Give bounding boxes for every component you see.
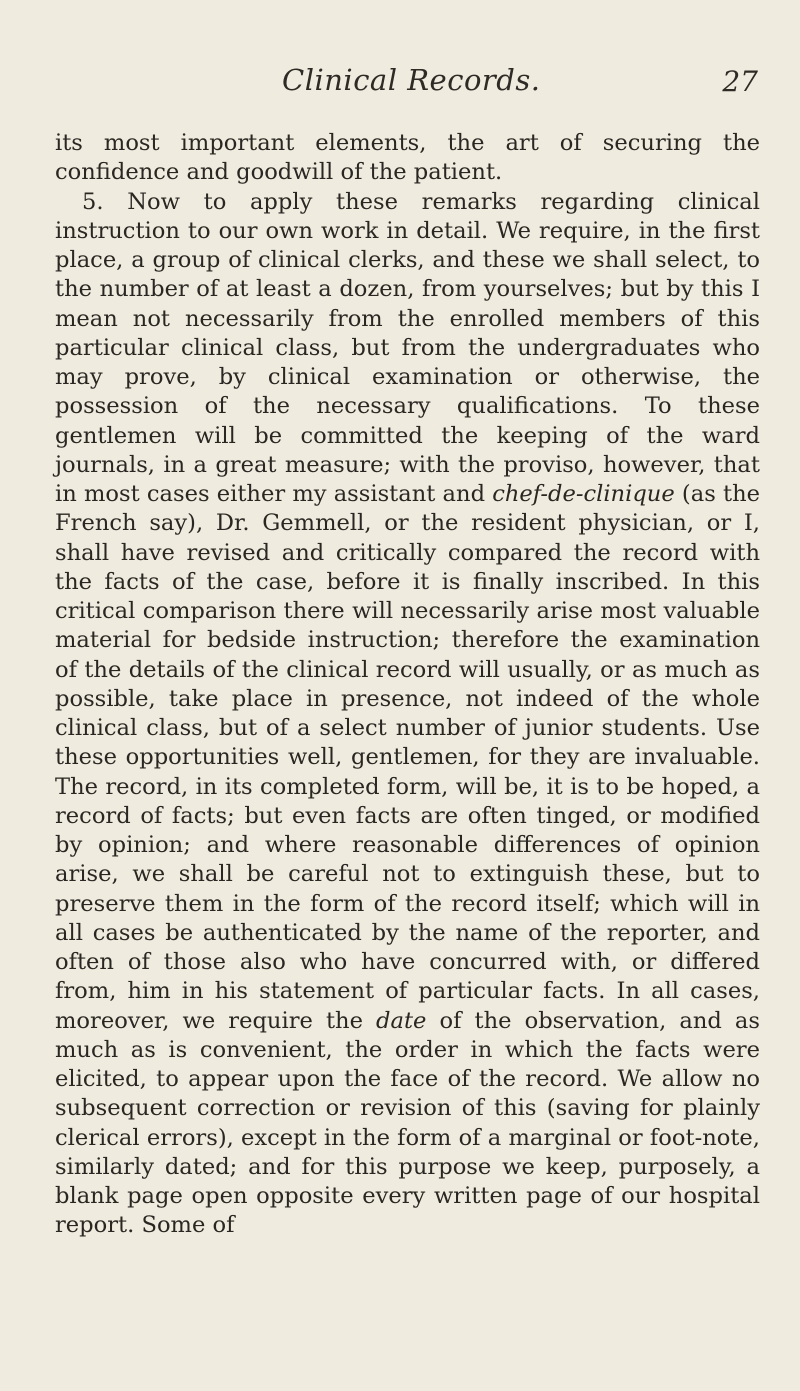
paragraph-section-5 [55, 188, 760, 1241]
italic-term-chef-de-clinique: chef-de-clinique [492, 481, 675, 507]
text-segment: (as the French say), Dr. Gemmell, or the resident physician, or I, shall have revised and critically compared the record with the facts of the case, before it is finally inscribed. In this critical comparison there will necessarily arise most valuable material for bedside instruction; therefore the examination of the details of the clinical record will usually, or as much as possible, take place in presence, not indeed of the whole clinical class, but of a select number of junior students. Use these opportunities well, gentlemen, for they are invaluable. The record, in its completed form, will be, it is to be hoped, a record of facts; but even facts are often tinged, or modified by opinion; and where reasonable differences of opinion arise, we shall be careful not to extinguish these, but to preserve them in the form of the record itself; which will in all cases be authenticated by the name of the reporter, and often of those also who have concurred with, or differed from, him in his statement of particular facts. In all cases, moreover, we require the [55, 481, 760, 1034]
text-segment: 5. Now to apply these remarks regarding clinical instruction to our own work in detail. We require, in the first place, a group of clinical clerks, and these we shall select, to the number of at least a dozen, from yourselves; but by this I mean not necessarily from the enrolled members of this particular clinical class, but from the undergraduates who may prove, by clinical examination or otherwise, the possession of the necessary qualifications. To these gentlemen will be committed the keeping of the ward journals, in a great measure; with the proviso, however, that in most cases either my assistant and [55, 188, 760, 507]
paragraph-continuation [55, 129, 760, 188]
body-text [55, 129, 760, 1241]
text-segment: of the observation, and as much as is convenient, the order in which the facts were elicited, to appear upon the face of the record. We allow no subsequent correction or revision of this (saving for plainly clerical errors), except in the form of a marginal or foot-note, similarly dated; and for this purpose we keep, purposely, a blank page open opposite every written page of our hospital report. Some of [55, 1007, 760, 1239]
text-segment: its most important elements, the art of securing the confidence and goodwill of the patient. [55, 130, 760, 186]
running-head [0, 63, 800, 103]
running-title: Clinical Records. [282, 63, 541, 97]
page-number: 27 [722, 65, 758, 98]
italic-term-date: date [376, 1007, 427, 1034]
